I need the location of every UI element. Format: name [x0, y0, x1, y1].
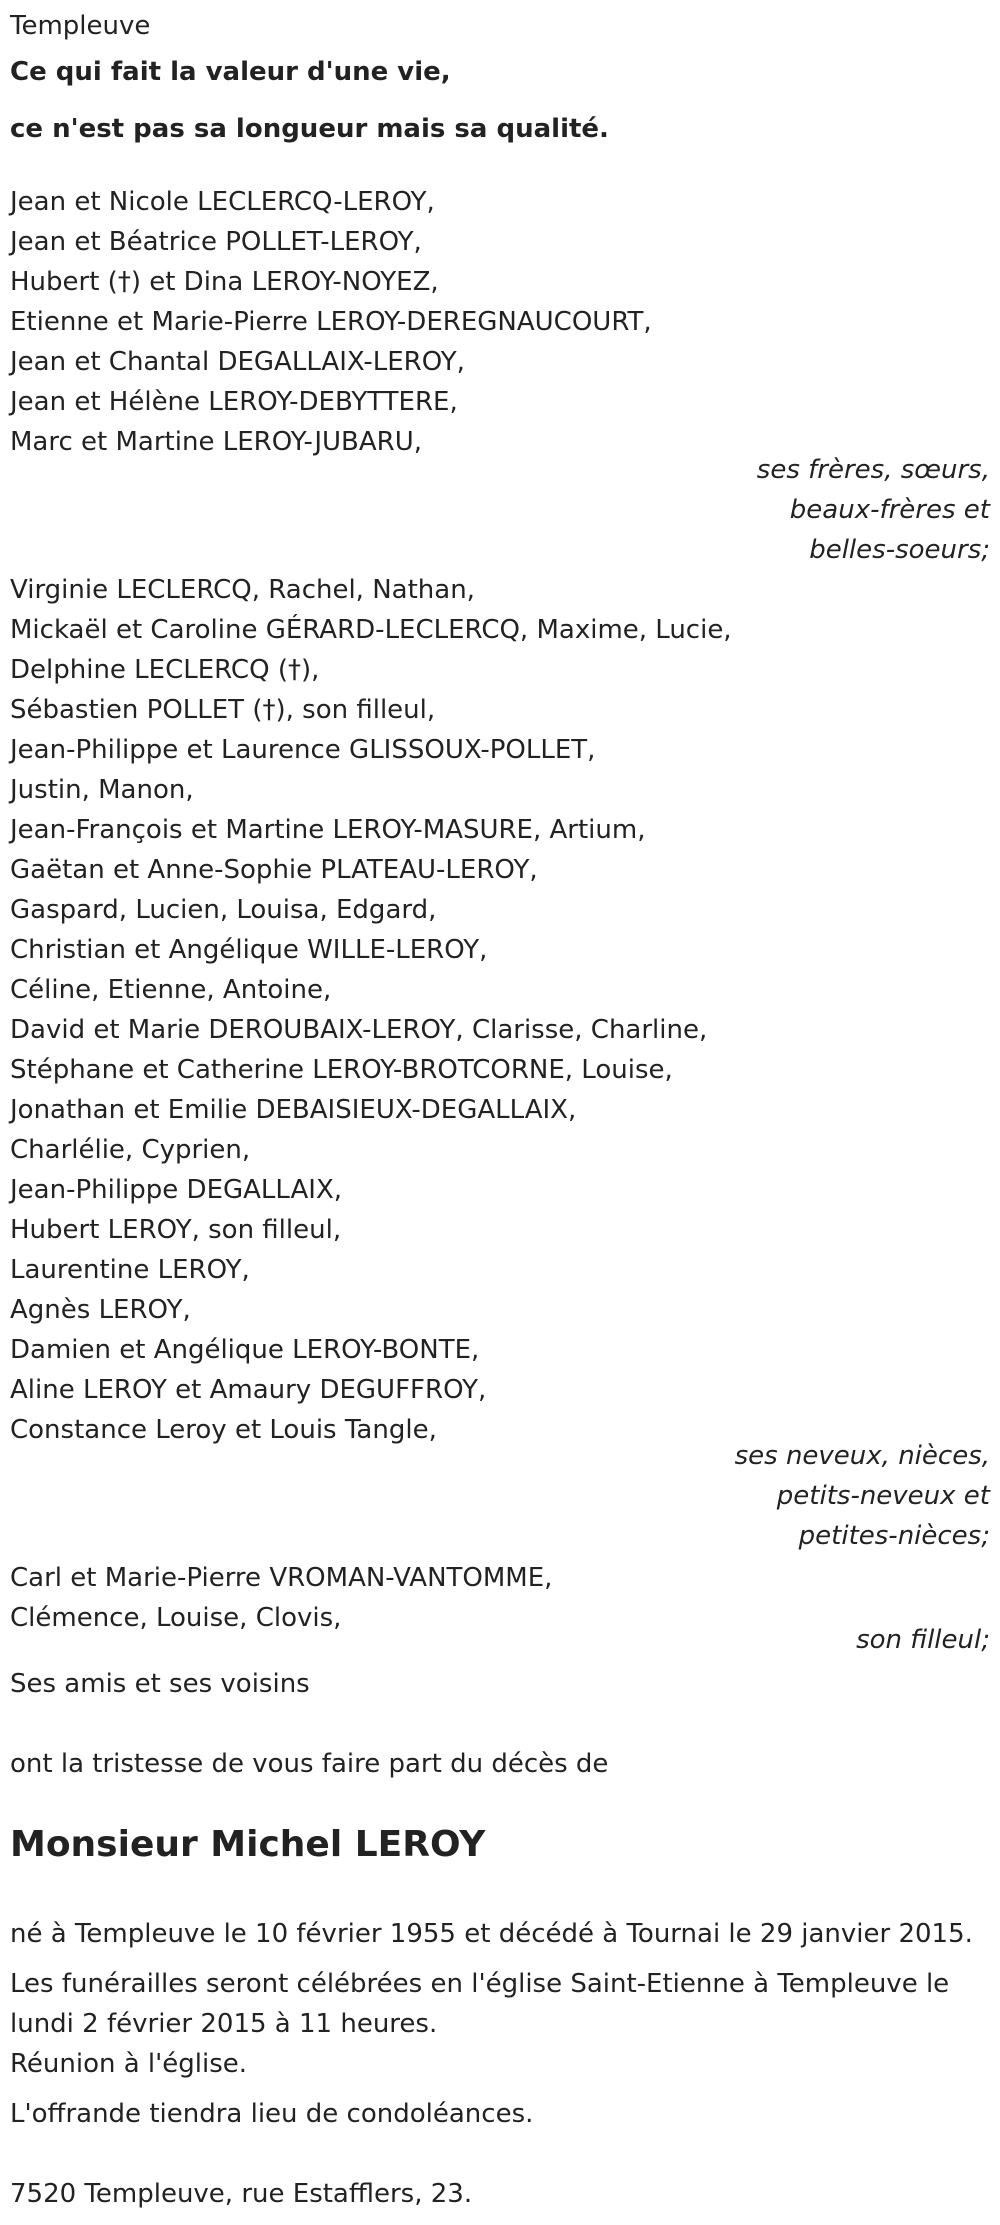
list-item: David et Marie DEROUBAIX-LEROY, Clarisse, Charline, [10, 1015, 708, 1045]
caption-line: belles-soeurs; [809, 535, 990, 565]
list-item: Céline, Etienne, Antoine, [10, 975, 332, 1005]
caption-line: ses neveux, nièces, [734, 1441, 990, 1471]
list-item: Jean et Béatrice POLLET-LEROY, [10, 227, 422, 257]
list-item: Jean-François et Martine LEROY-MASURE, Artium, [10, 815, 646, 845]
birth-death-line: né à Templeuve le 10 février 1955 et décédé à Tournai le 29 janvier 2015. [10, 1919, 973, 1949]
quote-line: Ce qui fait la valeur d'une vie, [10, 57, 451, 87]
list-item: Sébastien POLLET (†), son filleul, [10, 695, 436, 725]
list-item: Constance Leroy et Louis Tangle, [10, 1415, 437, 1445]
godson-caption: son filleul; [856, 1625, 990, 1655]
list-item: Hubert (†) et Dina LEROY-NOYEZ, [10, 267, 439, 297]
list-item: Justin, Manon, [10, 775, 194, 805]
list-item: Gaëtan et Anne-Sophie PLATEAU-LEROY, [10, 855, 538, 885]
list-item: Agnès LEROY, [10, 1295, 191, 1325]
list-item: Virginie LECLERCQ, Rachel, Nathan, [10, 575, 475, 605]
siblings-list [10, 182, 990, 462]
list-item: Jean-Philippe DEGALLAIX, [10, 1175, 343, 1205]
list-item: Gaspard, Lucien, Louisa, Edgard, [10, 895, 437, 925]
list-item: Hubert LEROY, son filleul, [10, 1215, 342, 1245]
nephews-caption [490, 1436, 990, 1556]
list-item: Marc et Martine LEROY-JUBARU, [10, 427, 423, 457]
list-item: Jean et Hélène LEROY-DEBYTTERE, [10, 387, 458, 417]
quote [10, 52, 990, 149]
caption-line: petits-neveux et [776, 1481, 990, 1511]
list-item: Aline LEROY et Amaury DEGUFFROY, [10, 1375, 487, 1405]
list-item: Carl et Marie-Pierre VROMAN-VANTOMME, [10, 1563, 553, 1593]
list-item: Jonathan et Emilie DEBAISIEUX-DEGALLAIX, [10, 1095, 577, 1125]
caption-line: petites-nièces; [798, 1521, 990, 1551]
list-item: Jean-Philippe et Laurence GLISSOUX-POLLET, [10, 735, 596, 765]
address-line: 7520 Templeuve, rue Estafflers, 23. [10, 2179, 473, 2209]
nephews-list [10, 570, 990, 1450]
funeral-details: Les funérailles seront célébrées en l'église Saint-Etienne à Templeuve le lundi 2 février 2015 à 11 heures. [10, 1969, 950, 2039]
caption-line: ses frères, sœurs, [756, 455, 990, 485]
offering-line: L'offrande tiendra lieu de condoléances. [10, 2099, 534, 2129]
list-item: Christian et Angélique WILLE-LEROY, [10, 935, 488, 965]
announcement-line: ont la tristesse de vous faire part du décès de [10, 1749, 609, 1779]
list-item: Clémence, Louise, Clovis, [10, 1603, 342, 1633]
caption-line: beaux-frères et [789, 495, 990, 525]
list-item: Damien et Angélique LEROY-BONTE, [10, 1335, 480, 1365]
quote-line: ce n'est pas sa longueur mais sa qualité. [10, 114, 609, 144]
list-item: Jean et Chantal DEGALLAIX-LEROY, [10, 347, 465, 377]
list-item: Jean et Nicole LECLERCQ-LEROY, [10, 187, 435, 217]
friends-line: Ses amis et ses voisins [10, 1669, 310, 1699]
reunion-line: Réunion à l'église. [10, 2049, 248, 2079]
list-item: Stéphane et Catherine LEROY-BROTCORNE, Louise, [10, 1055, 673, 1085]
town: Templeuve [10, 11, 151, 41]
list-item: Delphine LECLERCQ (†), [10, 655, 320, 685]
siblings-caption [490, 450, 990, 570]
list-item: Mickaël et Caroline GÉRARD-LECLERCQ, Maxime, Lucie, [10, 615, 732, 645]
deceased-name: Monsieur Michel LEROY [10, 1824, 486, 1865]
list-item: Etienne et Marie-Pierre LEROY-DEREGNAUCOURT, [10, 307, 652, 337]
list-item: Charlélie, Cyprien, [10, 1135, 251, 1165]
list-item: Laurentine LEROY, [10, 1255, 250, 1285]
